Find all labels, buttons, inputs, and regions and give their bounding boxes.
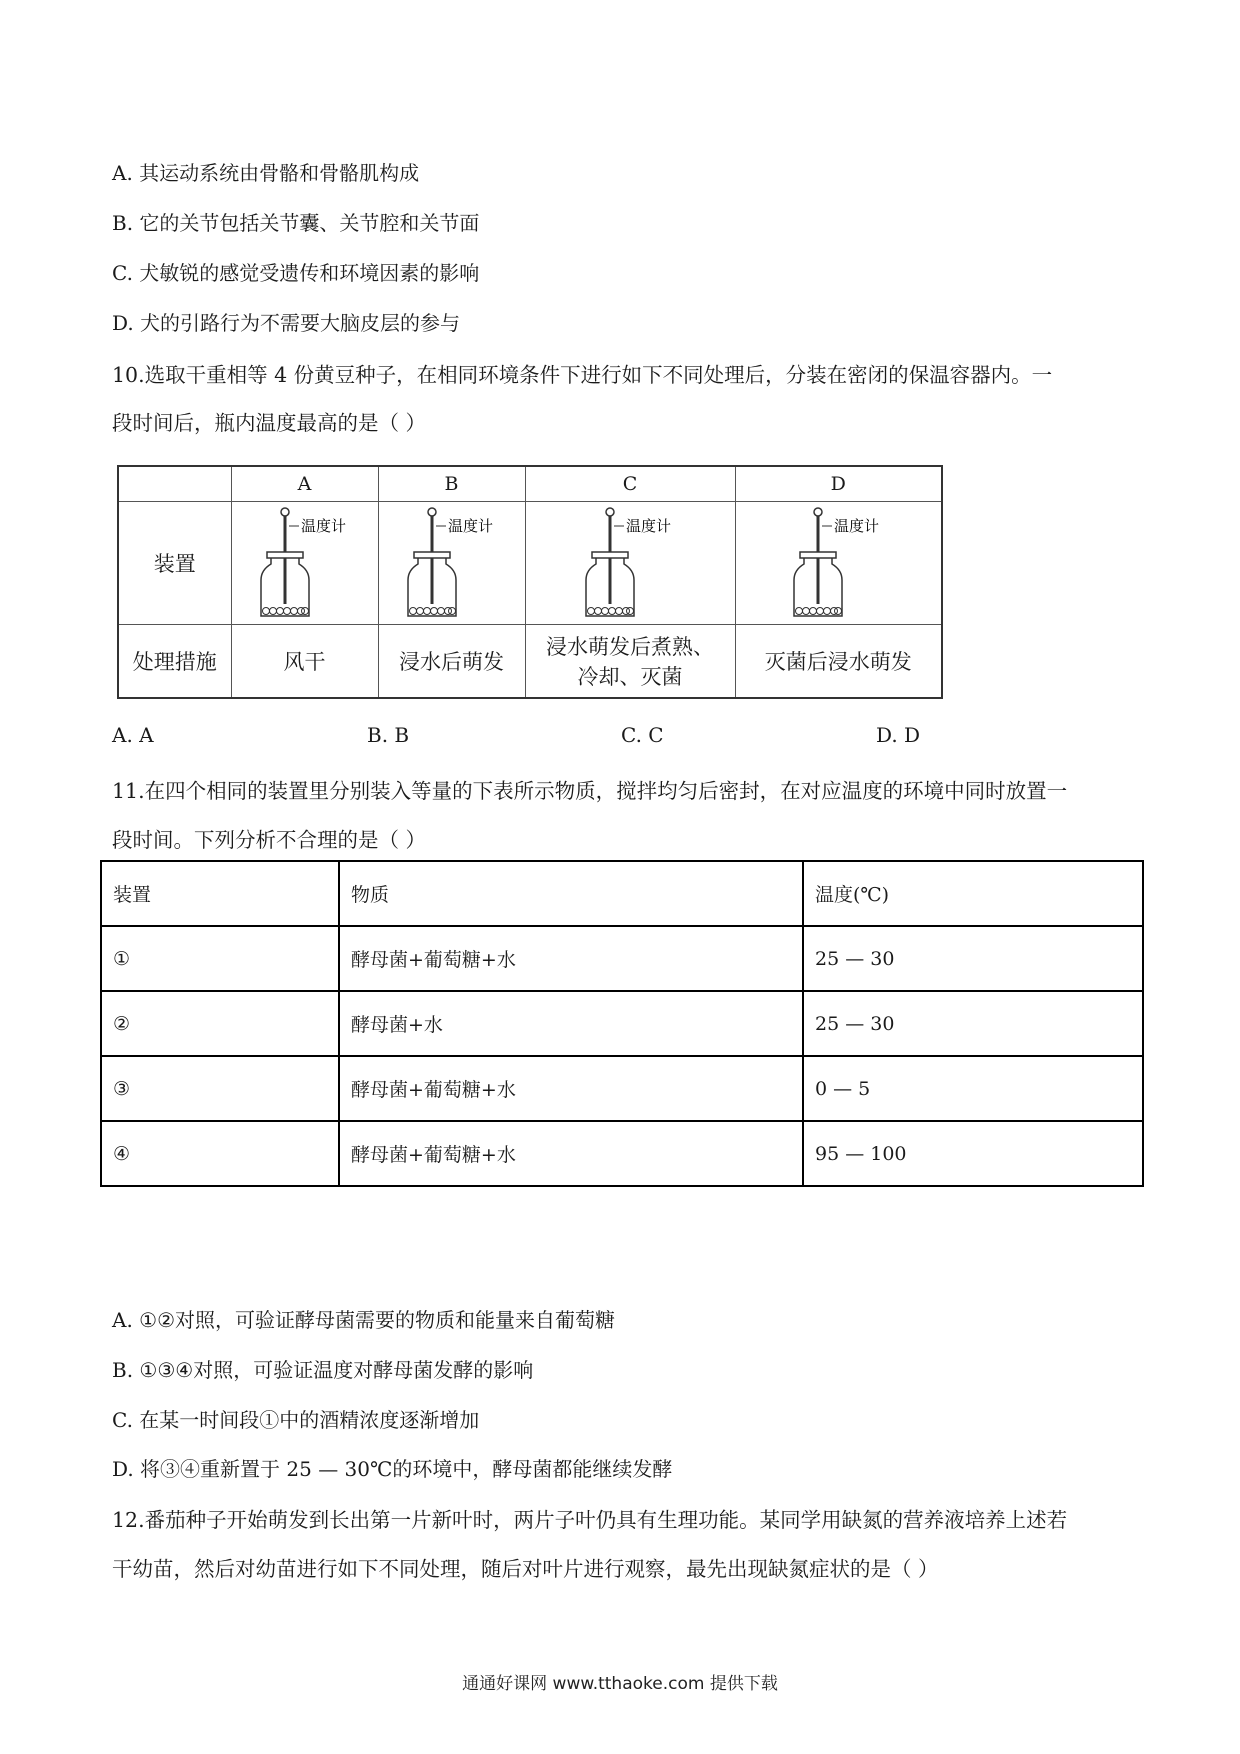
header-device: 装置 [101,861,339,926]
cell-device: ① [101,926,339,991]
cell-temperature: 25 — 30 [803,926,1143,991]
thermos-jar-icon [778,504,898,622]
q11-option-c: C. 在某一时间段①中的酒精浓度逐渐增加 [112,1408,480,1432]
q10-answer-c: C. C [621,723,664,747]
q9-option-b: B. 它的关节包括关节囊、关节腔和关节面 [112,211,480,235]
device-a-cell [231,502,378,625]
treatment-c-line1: 浸水萌发后煮熟、 [546,635,714,659]
treatment-c-line2: 冷却、灭菌 [577,665,683,689]
thermometer-label: 温度计 [834,517,880,535]
q12-stem-line1: 12.番茄种子开始萌发到长出第一片新叶时，两片子叶仍具有生理功能。某同学用缺氮的营养液培养上述若 [112,1508,1068,1532]
cell-substance: 酵母菌+水 [339,991,803,1056]
q9-option-a: A. 其运动系统由骨骼和骨骼肌构成 [112,161,420,185]
cell-temperature: 95 — 100 [803,1121,1143,1186]
table-row [101,1056,1143,1121]
thermometer-label: 温度计 [447,517,493,535]
device-b-cell [378,502,525,625]
q11-option-a: A. ①②对照，可验证酵母菌需要的物质和能量来自葡萄糖 [112,1308,616,1332]
q10-stem-line2: 段时间后，瓶内温度最高的是（ ） [112,411,427,435]
cell-substance: 酵母菌+葡萄糖+水 [339,1056,803,1121]
cell-device: ③ [101,1056,339,1121]
cell-substance: 酵母菌+葡萄糖+水 [339,1121,803,1186]
q11-option-b: B. ①③④对照，可验证温度对酵母菌发酵的影响 [112,1358,534,1382]
header-substance: 物质 [339,861,803,926]
table-row [101,1121,1143,1186]
thermos-jar-icon [245,504,365,622]
q9-option-c: C. 犬敏锐的感觉受遗传和环境因素的影响 [112,261,480,285]
table-row [101,926,1143,991]
figure-col-d-header: D [735,466,942,502]
device-d-cell [735,502,942,625]
cell-substance: 酵母菌+葡萄糖+水 [339,926,803,991]
q9-option-d: D. 犬的引路行为不需要大脑皮层的参与 [112,311,461,335]
q11-option-d: D. 将③④重新置于 25 — 30℃的环境中，酵母菌都能继续发酵 [112,1457,673,1481]
cell-temperature: 25 — 30 [803,991,1143,1056]
q11-stem-line2: 段时间。下列分析不合理的是（ ） [112,828,427,852]
figure-row-treatment-label: 处理措施 [118,625,231,699]
q10-answer-b: B. B [367,723,410,747]
page-footer: 通通好课网 www.tthaoke.com 提供下载 [462,1674,778,1694]
thermos-jar-icon [392,504,512,622]
treatment-b: 浸水后萌发 [378,625,525,699]
table-header-row [101,861,1143,926]
q12-stem-line2: 干幼苗，然后对幼苗进行如下不同处理，随后对叶片进行观察，最先出现缺氮症状的是（ ） [112,1557,939,1581]
q11-data-table [100,860,1144,1187]
cell-device: ② [101,991,339,1056]
cell-temperature: 0 — 5 [803,1056,1143,1121]
device-c-cell [525,502,735,625]
figure-row-device-label: 装置 [118,502,231,625]
thermometer-label: 温度计 [626,517,672,535]
figure-corner-cell [118,466,231,502]
q10-answer-d: D. D [876,723,921,747]
figure-col-a-header: A [231,466,378,502]
q10-experiment-figure [117,465,943,699]
cell-device: ④ [101,1121,339,1186]
figure-col-c-header: C [525,466,735,502]
q10-stem-line1: 10.选取干重相等 4 份黄豆种子，在相同环境条件下进行如下不同处理后，分装在密闭的保温容器内。一 [112,363,1053,387]
table-row [101,991,1143,1056]
q10-answer-a: A. A [112,723,154,747]
figure-col-b-header: B [378,466,525,502]
thermometer-label: 温度计 [300,517,346,535]
treatment-d: 灭菌后浸水萌发 [735,625,942,699]
thermos-jar-icon [570,504,690,622]
header-temperature: 温度(℃) [803,861,1143,926]
treatment-c [525,625,735,699]
treatment-a: 风干 [231,625,378,699]
q11-stem-line1: 11.在四个相同的装置里分别装入等量的下表所示物质，搅拌均匀后密封，在对应温度的环境中同时放置一 [112,779,1068,803]
